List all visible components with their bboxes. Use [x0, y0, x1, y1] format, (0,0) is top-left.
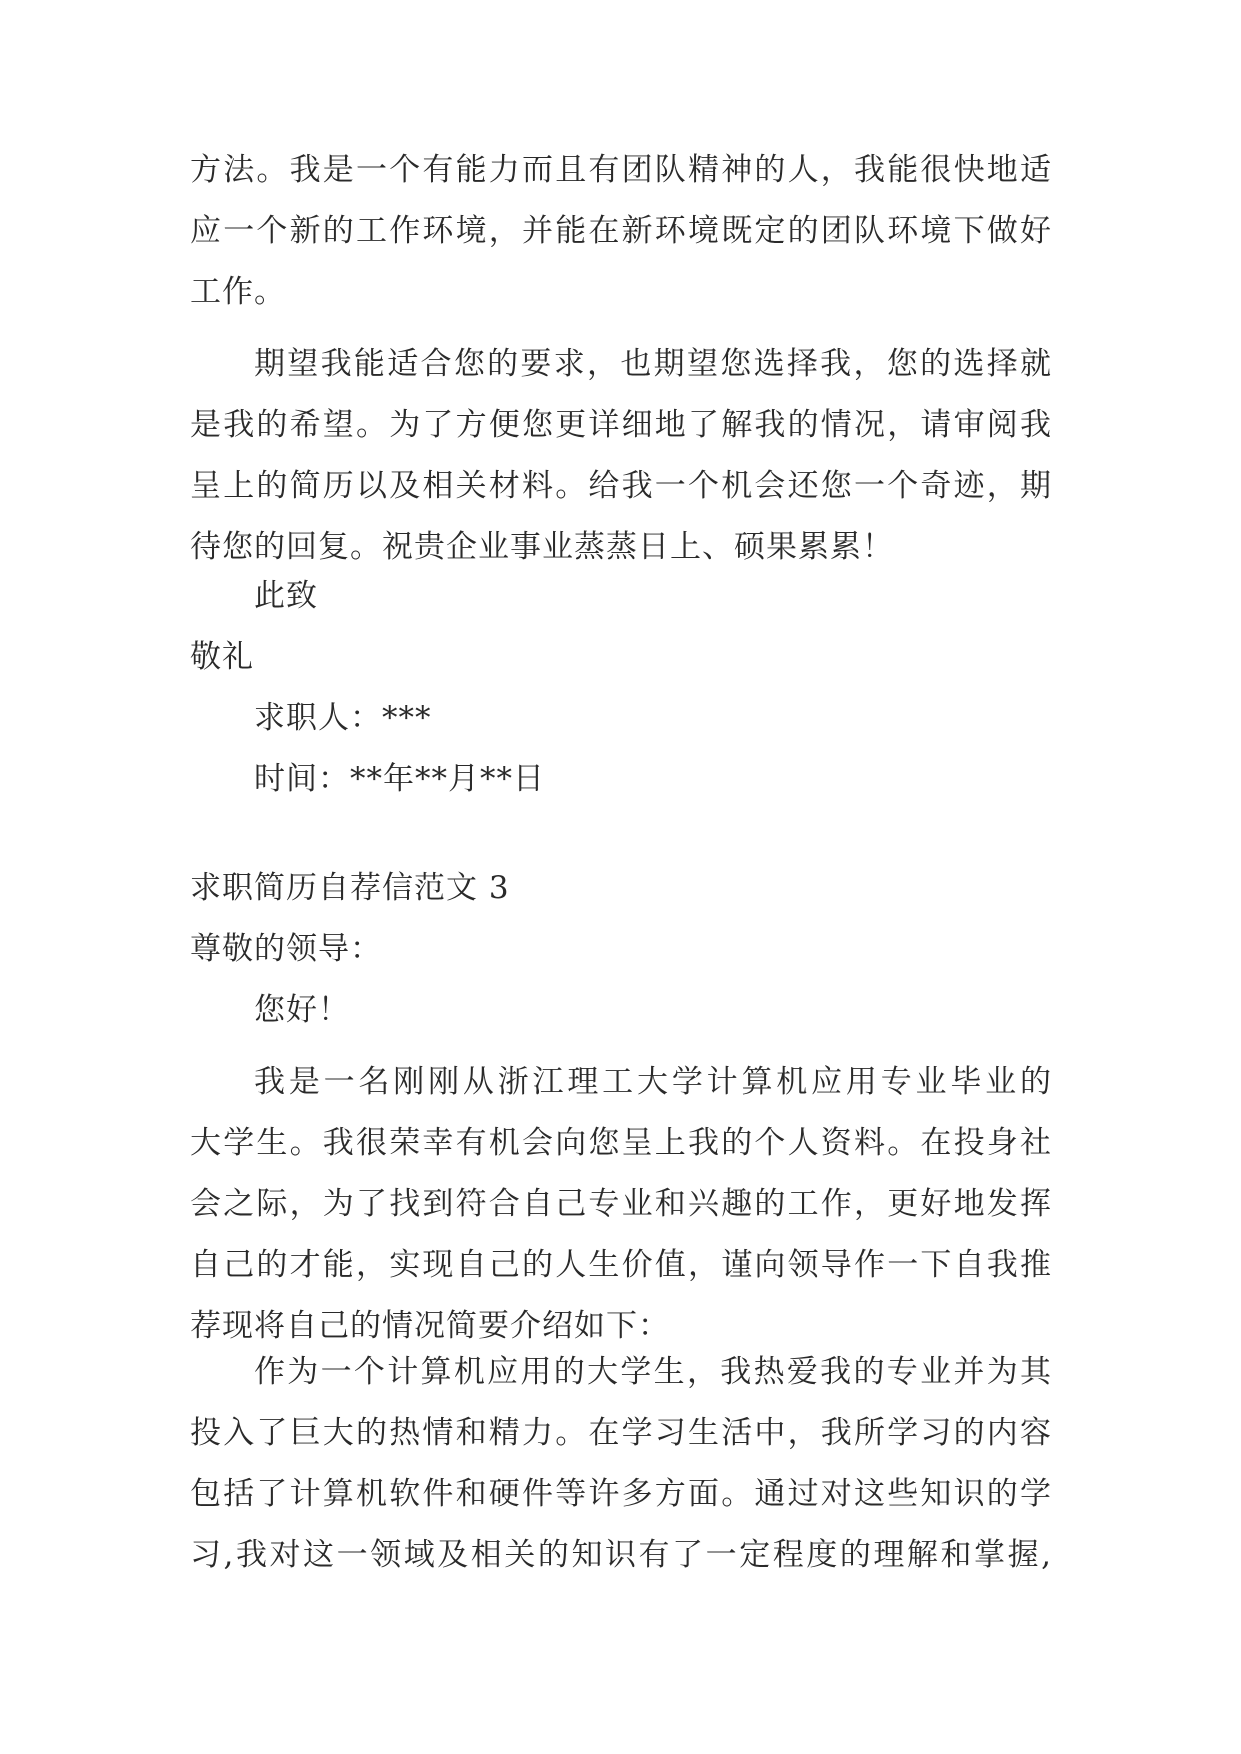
- letter3-paragraph-2: [190, 1342, 1052, 1586]
- letter3-header: [190, 858, 1052, 1041]
- salutation: 尊敬的领导：: [190, 931, 382, 967]
- text-line: 包括了计算机软件和硬件等许多方面。通过对这些知识的学: [190, 1476, 1052, 1512]
- text-line: 会之际，为了找到符合自己专业和兴趣的工作，更好地发挥: [190, 1186, 1052, 1222]
- text-line: 自己的才能，实现自己的人生价值，谨向领导作一下自我推: [190, 1247, 1052, 1283]
- text-line: 我是一名刚刚从浙江理工大学计算机应用专业毕业的: [254, 1064, 1052, 1100]
- date-line: 时间：**年**月**日: [254, 761, 545, 797]
- text-line: 大学生。我很荣幸有机会向您呈上我的个人资料。在投身社: [190, 1125, 1052, 1161]
- text-line: 作为一个计算机应用的大学生，我热爱我的专业并为其: [254, 1354, 1052, 1390]
- text-line: 习,我对这一领域及相关的知识有了一定程度的理解和掌握,: [190, 1537, 1052, 1573]
- signature-line: 求职人：***: [254, 700, 432, 736]
- text-line: 待您的回复。祝贵企业事业蒸蒸日上、硕果累累！: [190, 529, 894, 565]
- text-line: 方法。我是一个有能力而且有团队精神的人，我能很快地适: [190, 152, 1052, 188]
- greeting: 您好！: [254, 992, 350, 1028]
- closing-line-2: 敬礼: [190, 639, 254, 675]
- letter2-closing: [190, 566, 1052, 810]
- closing-line-1: 此致: [254, 578, 318, 614]
- letter2-paragraph-1: [190, 140, 1052, 323]
- text-line: 期望我能适合您的要求，也期望您选择我，您的选择就: [254, 346, 1052, 382]
- letter2-paragraph-2: [190, 334, 1052, 578]
- text-line: 应一个新的工作环境，并能在新环境既定的团队环境下做好: [190, 213, 1052, 249]
- text-line: 呈上的简历以及相关材料。给我一个机会还您一个奇迹，期: [190, 468, 1052, 504]
- text-line: 投入了巨大的热情和精力。在学习生活中，我所学习的内容: [190, 1415, 1052, 1451]
- text-line: 工作。: [190, 274, 286, 310]
- text-line: 是我的希望。为了方便您更详细地了解我的情况，请审阅我: [190, 407, 1052, 443]
- letter3-paragraph-1: [190, 1052, 1052, 1357]
- section-title: 求职简历自荐信范文 3: [190, 870, 510, 906]
- text-line: 荐现将自己的情况简要介绍如下：: [190, 1308, 670, 1344]
